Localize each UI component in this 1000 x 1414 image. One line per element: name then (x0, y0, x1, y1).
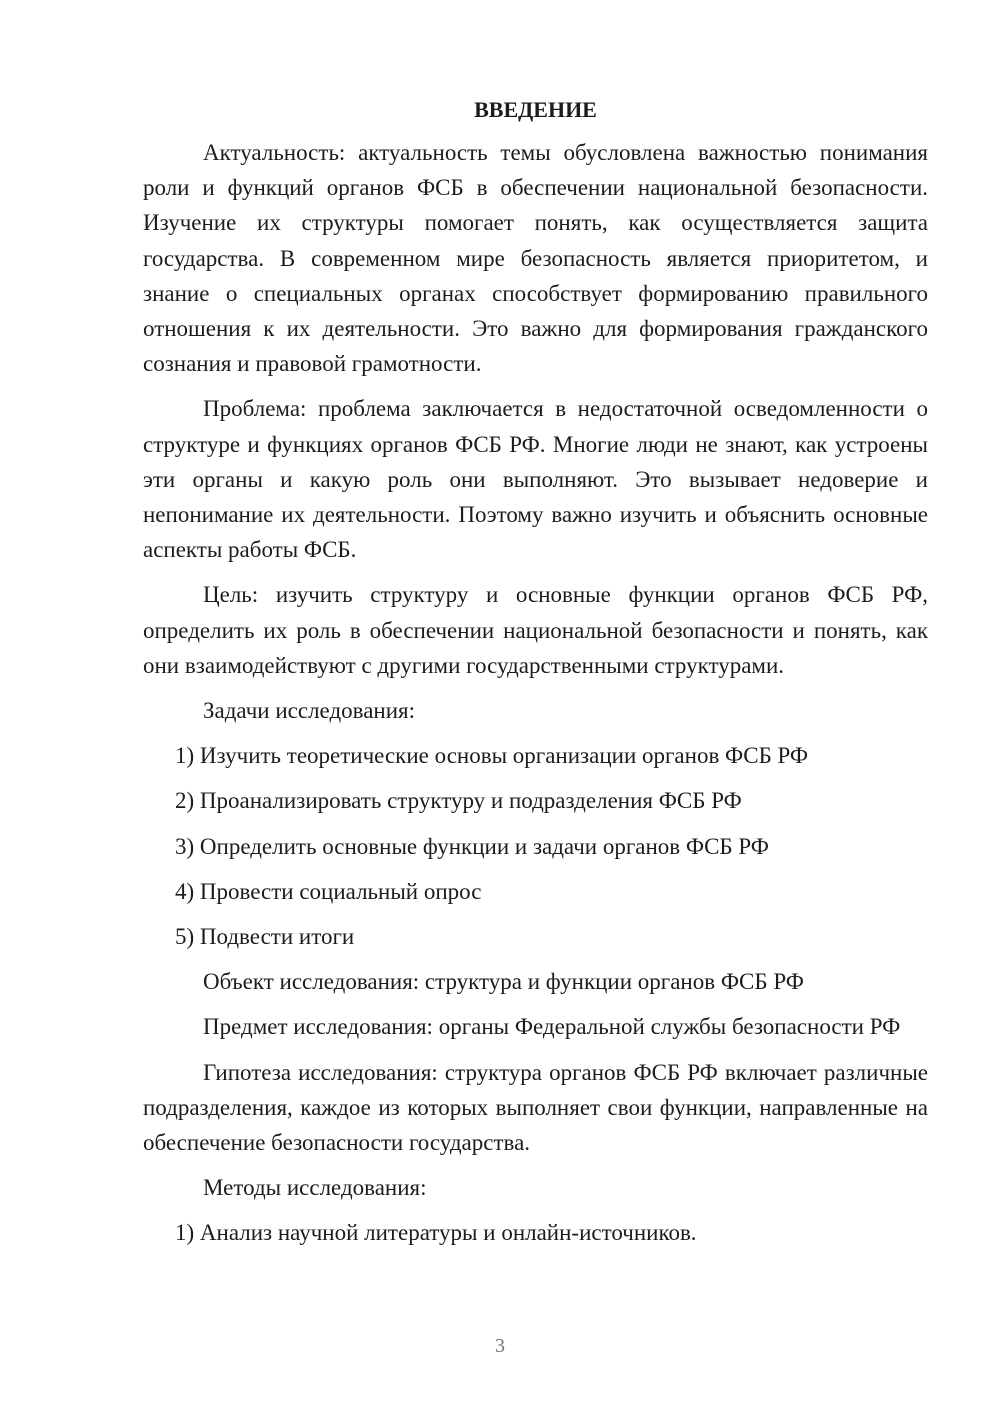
task-item: 3) Определить основные функции и задачи органов ФСБ РФ (175, 833, 769, 859)
method-item: 1) Анализ научной литературы и онлайн-источников. (175, 1220, 697, 1246)
subject-paragraph: Предмет исследования: органы Федеральной службы безопасности РФ (203, 1014, 901, 1040)
object-line: Объект исследования: структура и функции органов ФСБ РФ (203, 969, 804, 995)
goal-paragraph: Цель: изучить структуру и основные функции органов ФСБ РФ, определить их роль в обеспечении национальной безопасности и понять, как они взаимодействуют с другими государственными структурами. (143, 582, 928, 678)
hypothesis-paragraph: Гипотеза исследования: структура органов ФСБ РФ включает различные подразделения, каждое из которых выполняет свои функции, направленные на обеспечение безопасности государства. (143, 1059, 928, 1156)
task-item: 1) Изучить теоретические основы организации органов ФСБ РФ (175, 743, 809, 769)
task-item: 4) Провести социальный опрос (175, 878, 482, 904)
tasks-heading: Задачи исследования: (203, 698, 416, 724)
methods-heading: Методы исследования: (203, 1175, 427, 1201)
methods-list (143, 1215, 928, 1250)
task-item: 5) Подвести итоги (175, 924, 355, 950)
document-page (143, 95, 928, 1261)
page-number: 3 (495, 1335, 505, 1357)
actuality-paragraph: Актуальность: актуальность темы обусловлена важностью понимания роли и функций органов ФСБ в обеспечении национальной безопасности. Изучение их структуры помогает понять, как осуществляется защита государства. В современном мире безопасность является приоритетом, и знание о специальных органах способствует формированию правильного отношения к их деятельности. Это важно для формирования гражданского сознания и правовой грамотности. (143, 140, 928, 377)
task-item: 2) Проанализировать структуру и подразделения ФСБ РФ (175, 788, 742, 814)
problem-paragraph: Проблема: проблема заключается в недостаточной осведомленности о структуре и функциях органов ФСБ РФ. Многие люди не знают, как устроены эти органы и какую роль они выполняют. Это вызывает недоверие и непонимание их деятельности. Поэтому важно изучить и объяснить основные аспекты работы ФСБ. (143, 396, 928, 563)
document-title: ВВЕДЕНИЕ (474, 97, 597, 122)
tasks-list (143, 738, 928, 954)
